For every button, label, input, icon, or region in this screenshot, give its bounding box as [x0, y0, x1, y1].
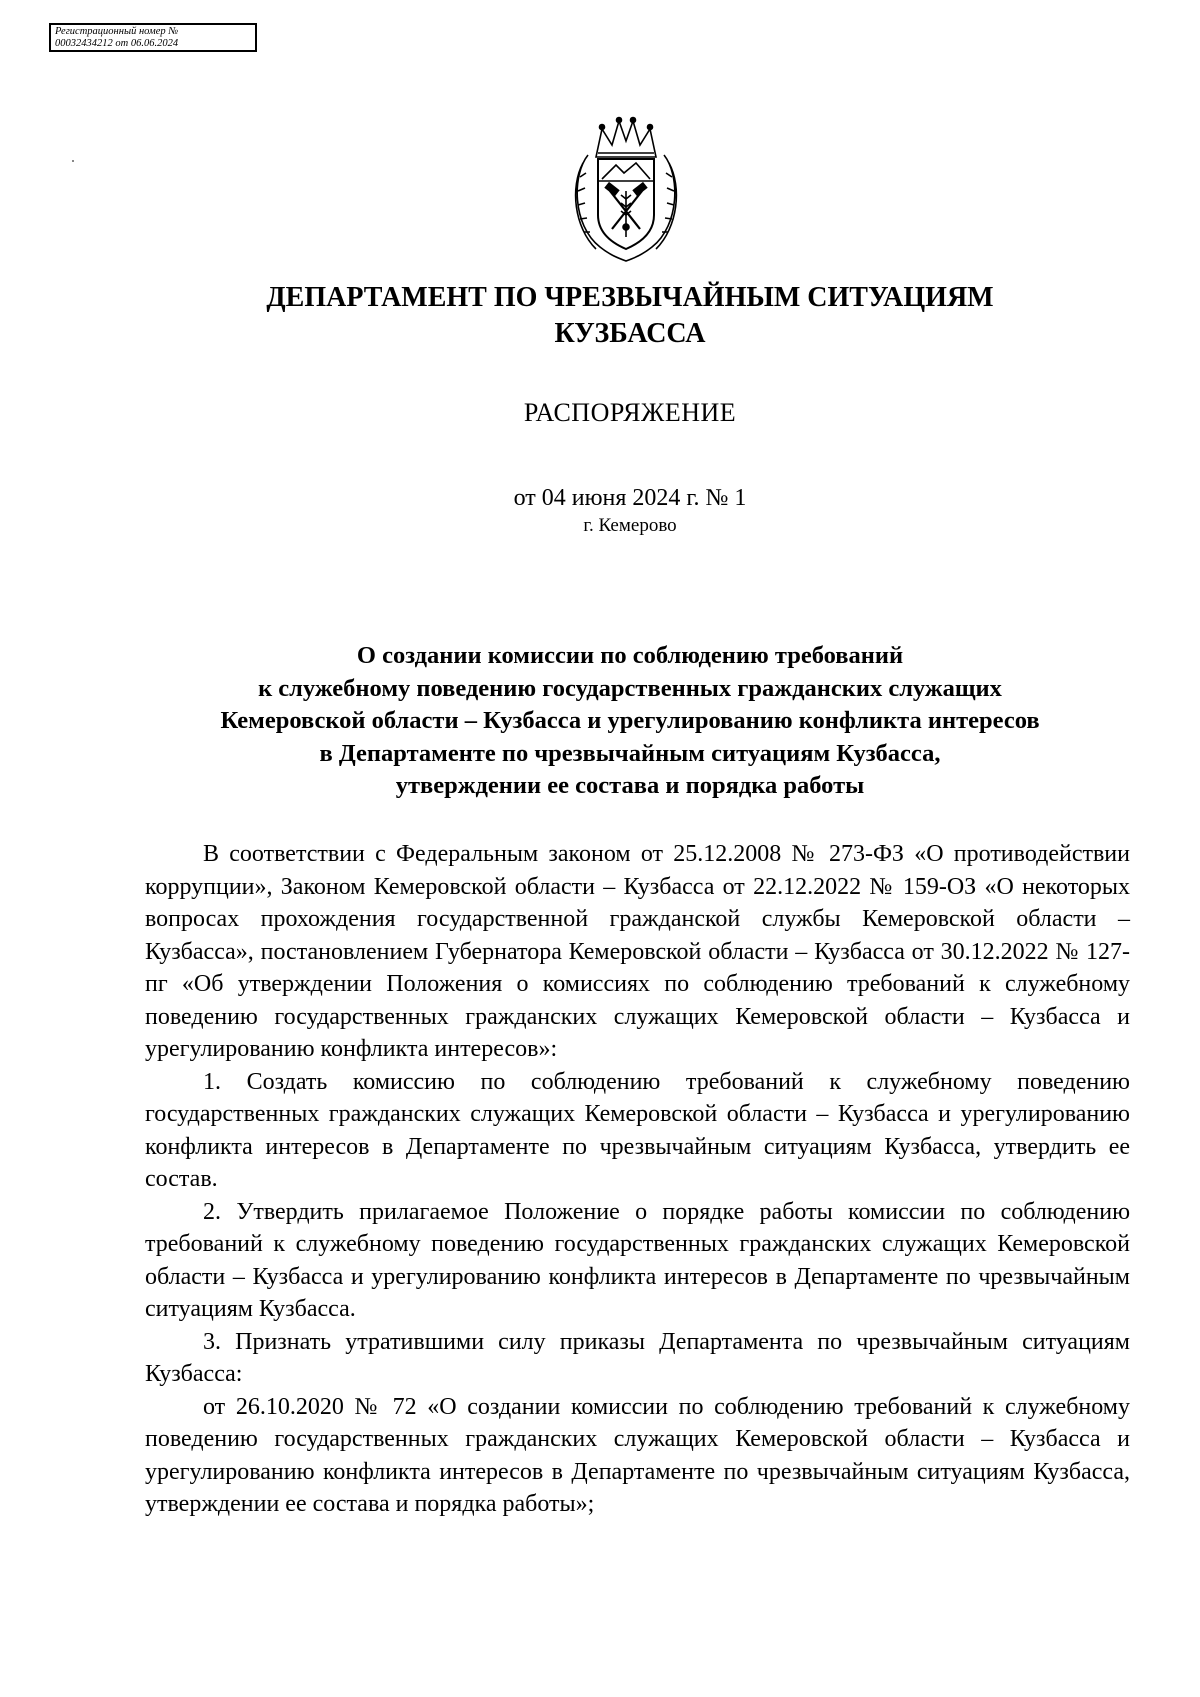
- org-name-line-2: КУЗБАССА: [554, 318, 706, 349]
- stamp-line-1: Регистрационный номер №: [55, 26, 179, 37]
- preamble-paragraph: В соответствии с Федеральным законом от 25.12.2008 № 273-ФЗ «О противодействии коррупции», Законом Кемеровской области – Кузбасса от 22.12.2022 № 159-ОЗ «О некоторых вопросах прохождения государственной гражданской службы Кемеровской области – Кузбасса», постановлением Губернатора Кемеровской области – Кузбасса от 30.12.2022 № 127-пг «Об утверждении Положения о комиссиях по соблюдению требований к служебному поведению государственных гражданских служащих Кемеровской области – Кузбасса и урегулированию конфликта интересов»:: [145, 841, 1130, 1062]
- title-line: утверждении ее состава и порядка работы: [395, 772, 865, 799]
- clause-1-paragraph: 1. Создать комиссию по соблюдению требований к служебному поведению государственных гражданских служащих Кемеровской области – Кузбасса и урегулированию конфликта интересов в Департаменте по чрезвычайным ситуациям Кузбасса, утвердить ее состав.: [145, 1068, 1130, 1192]
- title-line: к служебному поведению государственных гражданских служащих: [258, 674, 1002, 702]
- document-title: [0, 640, 1200, 803]
- scan-speck: [72, 160, 74, 162]
- document-type: РАСПОРЯЖЕНИЕ: [523, 398, 737, 427]
- kuzbass-coat-of-arms-icon: [566, 115, 686, 265]
- organization-name: [0, 280, 1200, 352]
- clause-2-paragraph: 2. Утвердить прилагаемое Положение о порядке работы комиссии по соблюдению требований к служебному поведению государственных гражданских служащих Кемеровской области – Кузбасса и урегулированию конфликта интересов в Департаменте по чрезвычайным ситуациям Кузбасса.: [145, 1198, 1130, 1322]
- document-city: г. Кемерово: [583, 515, 677, 536]
- org-name-line-1: ДЕПАРТАМЕНТ ПО ЧРЕЗВЫЧАЙНЫМ СИТУАЦИЯМ: [266, 282, 994, 313]
- document-body: [145, 838, 1130, 1521]
- title-line: в Департаменте по чрезвычайным ситуациям Кузбасса,: [319, 739, 941, 767]
- document-date-number: от 04 июня 2024 г. № 1: [513, 485, 747, 511]
- stamp-line-2: 00032434212 от 06.06.2024: [55, 38, 179, 49]
- registration-stamp: [49, 23, 257, 52]
- repealed-order-paragraph: от 26.10.2020 № 72 «О создании комиссии по соблюдению требований к служебному поведению государственных гражданских служащих Кемеровской области – Кузбасса и урегулированию конфликта интересов в Департаменте по чрезвычайным ситуациям Кузбасса, утверждении ее состава и порядка работы»;: [145, 1393, 1130, 1517]
- clause-3-paragraph: 3. Признать утратившими силу приказы Департамента по чрезвычайным ситуациям Кузбасса:: [145, 1328, 1130, 1387]
- title-line: Кемеровской области – Кузбасса и урегулированию конфликта интересов: [220, 707, 1040, 734]
- title-line: О создании комиссии по соблюдению требований: [356, 642, 904, 669]
